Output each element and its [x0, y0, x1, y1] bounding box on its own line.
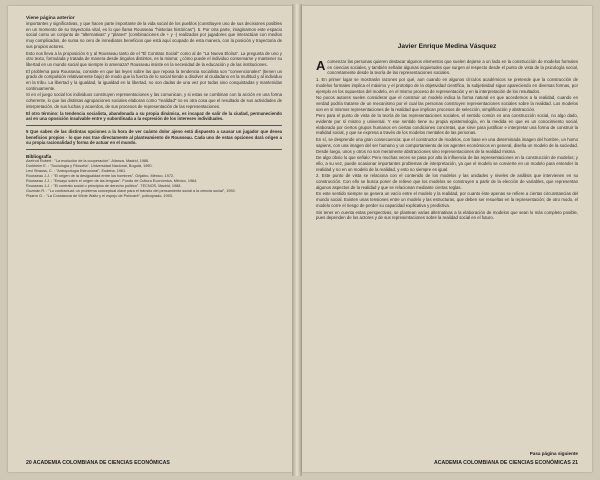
bibliography-title: Bibliografía [26, 154, 52, 160]
bibliography-entry: Durkheim E. : "Sociología y Filosofía", Universidad Nacional, Bogotá, 1990. [26, 164, 153, 169]
bibliography-entry: Levi Strauss, C. : "Antropología Estructural", Eudeba, 1961. [26, 169, 127, 174]
bibliography-entry: Axelrod Robert : "La evolución de la cooperación". Alianza, Madrid, 1986. [26, 159, 150, 164]
paragraph: Esto nos lleva a la proposición 6 y al Rousseau tanto de el "El Contrato Social" como al de "La Nueva Eloísa". La pregunta de uno y otro texto, formulada y tratada de manera desde ángulos distintos, es la misma: ¿cómo puede el individuo conservarse y mantener su libertad en un mundo social que siempre lo amenaza? Rousseau insiste en la necesidad de la educación y de las instituciones. [26, 50, 282, 67]
paragraph: De algo obvio lo que señalo: Pero muchas veces se pasa por alto la influencia de las representaciones en la construcción de modelos; y ello, a su vez, puede ocasionar importantes problemas de interpretación, ya que el modelo se convierte en un modelo para entender la realidad y no en un modelo de la realidad, y esto no siempre es igual. [316, 155, 578, 172]
divider [26, 149, 282, 150]
running-head: Viene página anterior [26, 16, 75, 21]
opening-paragraph [316, 59, 578, 76]
divider [26, 125, 282, 126]
footnote: 5 Que saben de las distintas opciones a la hora de ver cuánto dolor ajeno está dispuesto a causar un jugador que desea beneficios propios - lo que nos trae directamente al planteamiento de Rousseau. Cada uno de estas opciones dará origen a su propia racionalidad y forma de actuar en el mundo. [26, 128, 282, 146]
page-footer-right: ACADEMIA COLOMBIANA DE CIENCIAS ECONÓMICAS 21 [433, 460, 578, 466]
paragraph-text: comenzar las personas quieren destacar algunos elementos que suelen dejarse a un lado en la construcción de modelos formales en ciencias sociales, y también señalar algunas inquietudes que surgen al respecto desde el punto de vista de la psicología social, concretamente desde la teoría de las representaciones sociales. [327, 59, 578, 76]
bibliography-entry: Pizarro G. : "La Constancia de Winie Waltz y el espejo de Poincaré", policopiado, 1993. [26, 194, 173, 199]
highlight-paragraph: El otro término: la tendencia socialista, abandonada a su propia dinámica, es incapaz de salir de la ciudad, permaneciendo así en una oposición insalvable entre y subordinada a la expresión de los intereses individuales. [26, 110, 282, 122]
paragraph: En sí, se desprende una gran consecuencia: que el constructor de modelos, con base en una determinada imagen del hombre, un homo sapiens, con una imagen del ser humano y un comportamiento de los agentes económicos en general, diseña un modelo de la sociedad. Desde luego, unos y otros no son meramente abstracciones sino representaciones de la realidad misma. [316, 137, 578, 154]
bibliography-entry: Guzmán R. : "Lo contractual: un problema conceptual clave para el tránsito del pensamiento social a la ciencia social", 1992. [26, 189, 236, 194]
drop-cap: A [316, 58, 326, 73]
author-name: Javier Enrique Medina Vásquez [397, 43, 497, 50]
paragraph: importantes y significativas, y que hacen parte importante de la vida social de los pueblos (constituyen uno de sus decisiones posibles en un momento de su trayectoria vital, es lo que llama Rousseau "historias históricas"). 5. Por otra parte, imaginarnos este espacio social como un conjunto de "alternativas" y "planes" (combinaciones de + y -) realizados por jugadores que interactúan con medios muy complicados, de suma no cero de inmediatos beneficios que está aquí ocupado de esta manera, con la posición y trayectoria de sus propios actores. [26, 21, 282, 49]
page-footer-left: 20 ACADEMIA COLOMBIANA DE CIENCIAS ECONÓMICAS [26, 460, 170, 466]
left-page [8, 6, 292, 472]
paragraph: El problema para Rousseau, consiste en que las leyes sobre las que reposa la tendencia socialista son "convencionales" (tienen un grado de compulsión relativamente bajo) de modo que la fuerza de lo social tiende a disolver al ciudadano en la multitud y al individuo en la tribu. La libertad y la igualdad, la igualdad en la libertad, no son dadas de una vez por todas sino conquistadas y mantenidas continuamente. [26, 68, 282, 91]
paragraph: Sin tener en cuenta estas perspectivas, se plantean varias alternativas a la elaboración de modelos que sean lo más completo posible, pues dependen de los actores y de sus representaciones sobre la realidad social en el futuro. [316, 209, 578, 221]
continued-note: Pasa página siguiente [529, 451, 578, 456]
bibliography-entry: Rousseau J.J. : "El origen de la desigualdad entre los hombres". Grijalbo, México, 1972. [26, 174, 175, 179]
book-gutter [292, 4, 302, 476]
paragraph: En este sentido siempre se genera un vacío entre el modelo y la realidad, por cuanto éste apenas se refiere a ciertas circunstancias del mundo social. Existen unas tensiones entre un modelo y las estructuras, que deben ser resueltas en la representación; de otro modo, el modelo corre el riesgo de perder su capacidad explicativa y predictiva. [316, 191, 578, 208]
paragraph: 1. En primer lugar se mostrarán razones por qué, aun cuando en algunos círculos académicos se pretende que la construcción de modelos formales implica el máximo y el prototipo de la objetividad científica, la subjetividad sigue apareciendo en diversas formas, por ejemplo en los supuestos del modelo, en el mismo proceso de representación y en la interpretación de los resultados. [316, 77, 578, 94]
paragraph: 2. Este punto de vista se relaciona con el contenido de los modelos y las unidades y niveles de análisis que intervienen en su construcción. Con ello se busca poner de relieve que los modelos se construyen a partir de la elección de variables, que representan algunos aspectos de la realidad y que se relacionan mediante ciertas reglas. [316, 173, 578, 190]
right-page [302, 6, 592, 472]
paragraph: Si en el juego social los individuos construyen representaciones y las comunican, y si estas se combinan con la acción en una forma coherente, lo que las distintas agrupaciones sociales elaboran como "realidad" no es otra cosa que el resultado de sus actividades de interpretación, de sus luchas y acuerdos, de sus procesos de representación de las representaciones. [26, 92, 282, 109]
bibliography-entry: Rousseau J.J. : "El contrato social o principios de derecho político". TECNOS, Madrid, 1988. [26, 184, 182, 189]
paragraph: Pero para el punto de vista de la teoría de las representaciones sociales, el sentido común es una construcción social, no algo dado, evidente por sí mismo y universal. Y ese sentido tiene su propia epistemología, en la medida en que es un conocimiento social, elaborado por ciertos grupos humanos en ciertas condiciones concretas, que sirve para justificar e interpretar una forma de construir la realidad social, y que se expresa a través de los modelos mentales de las personas. [316, 113, 578, 136]
bibliography-entry: Rousseau J.J. : "Ensayo sobre el origen de las lenguas". Fondo de Cultura Económica, México, 1984. [26, 179, 198, 184]
paragraph: No pocos autores suelen considerar que el construir un modelo indica la forma natural en que accedemos a la realidad, cuando en verdad podría tratarse de un mecanismo por el cual las personas construyen representaciones sociales sobre la realidad. Los modelos son en sí mismos representaciones de la realidad que implican procesos de selección, simplificación y abstracción. [316, 95, 578, 112]
